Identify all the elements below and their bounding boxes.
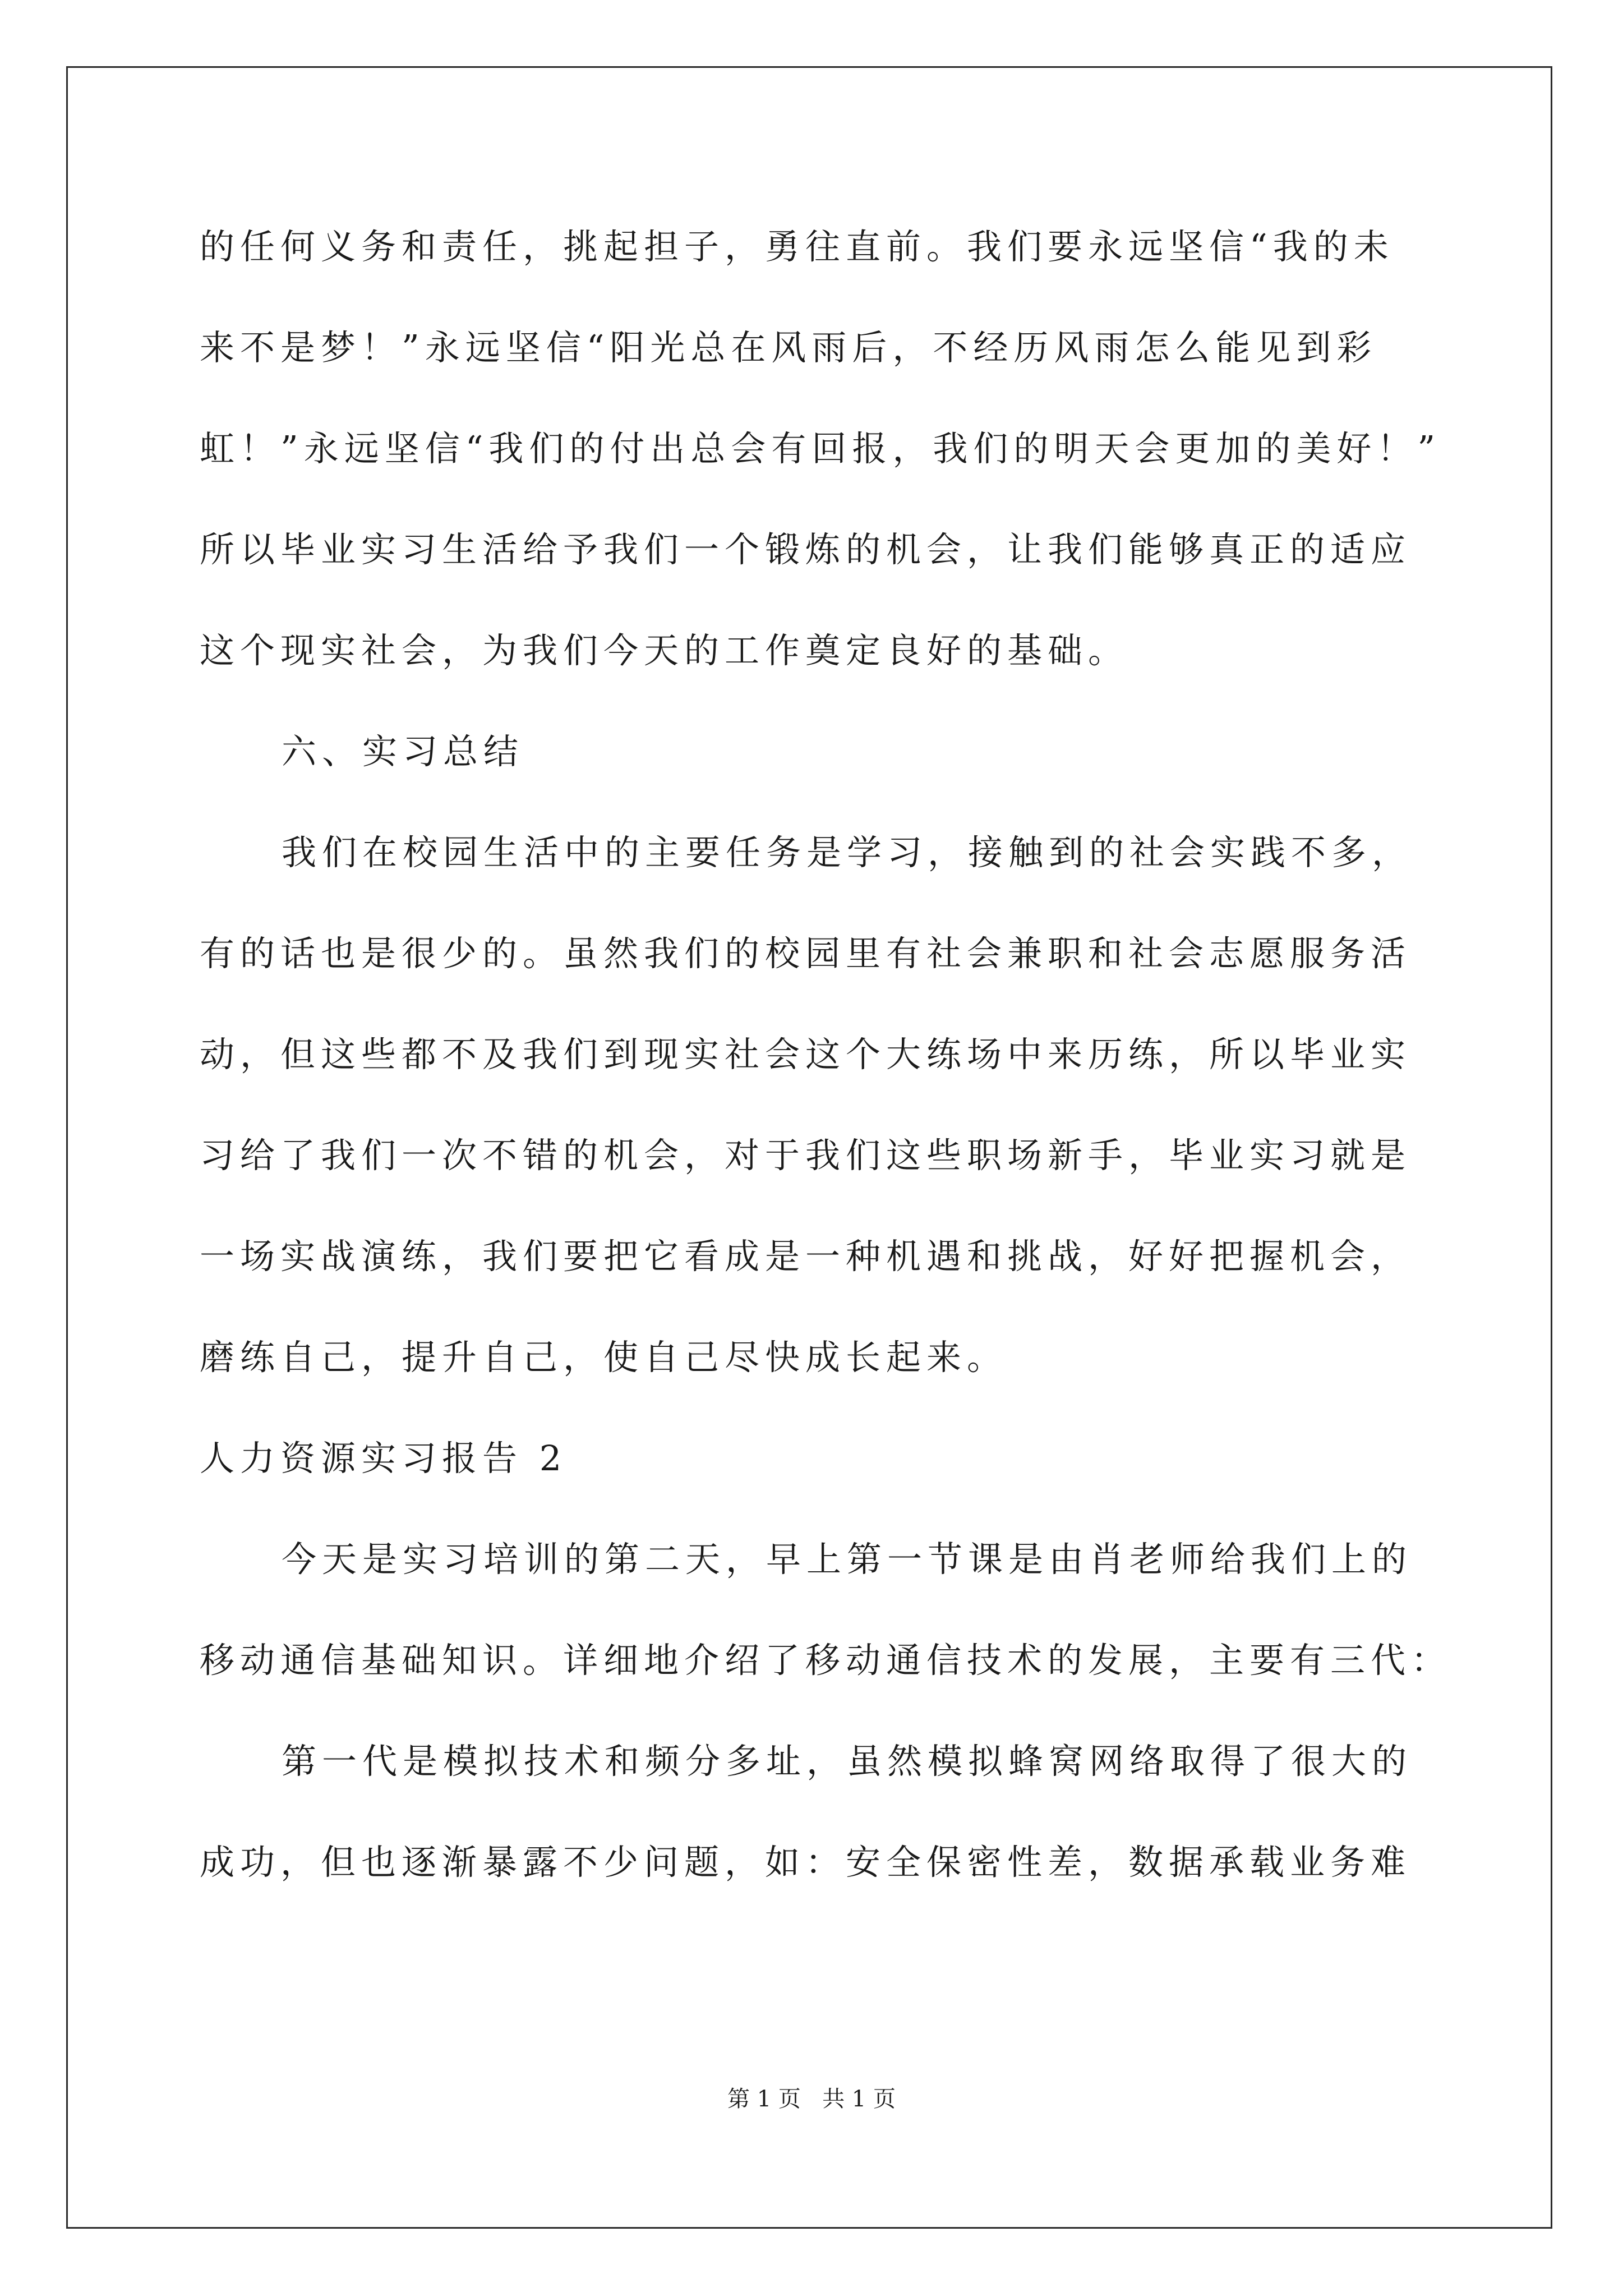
page-number-footer: 第 1 页 共 1 页	[727, 2086, 896, 2112]
paragraph-line: 成功，但也逐渐暴露不少问题，如：安全保密性差，数据承载业务难	[200, 1842, 1412, 1883]
paragraph-line: 习给了我们一次不错的机会，对于我们这些职场新手，毕业实习就是	[200, 1135, 1412, 1176]
paragraph-line: 这个现实社会，为我们今天的工作奠定良好的基础。	[200, 630, 1129, 671]
paragraph-line: 第一代是模拟技术和频分多址，虽然模拟蜂窝网络取得了很大的	[282, 1741, 1413, 1782]
section-heading: 六、实习总结	[282, 731, 524, 772]
report-title: 人力资源实习报告 2	[200, 1438, 568, 1479]
paragraph-line: 今天是实习培训的第二天，早上第一节课是由肖老师给我们上的	[282, 1539, 1413, 1580]
paragraph-line: 的任何义务和责任，挑起担子，勇往直前。我们要永远坚信“我的未	[200, 226, 1394, 267]
paragraph-line: 一场实战演练，我们要把它看成是一种机遇和挑战，好好把握机会，	[200, 1236, 1412, 1277]
paragraph-line: 虹！”永远坚信“我们的付出总会有回报，我们的明天会更加的美好！”	[200, 428, 1441, 469]
paragraph-line: 我们在校园生活中的主要任务是学习，接触到的社会实践不多，	[282, 832, 1413, 873]
paragraph-line: 来不是梦！”永远坚信“阳光总在风雨后，不经历风雨怎么能见到彩	[200, 327, 1377, 368]
paragraph-line: 磨练自己，提升自己，使自己尽快成长起来。	[200, 1337, 1008, 1378]
paragraph-line: 动，但这些都不及我们到现实社会这个大练场中来历练，所以毕业实	[200, 1034, 1412, 1075]
paragraph-line: 移动通信基础知识。详细地介绍了移动通信技术的发展，主要有三代：	[200, 1640, 1452, 1681]
paragraph-line: 所以毕业实习生活给予我们一个锻炼的机会，让我们能够真正的适应	[200, 529, 1412, 570]
paragraph-line: 有的话也是很少的。虽然我们的校园里有社会兼职和社会志愿服务活	[200, 933, 1412, 974]
